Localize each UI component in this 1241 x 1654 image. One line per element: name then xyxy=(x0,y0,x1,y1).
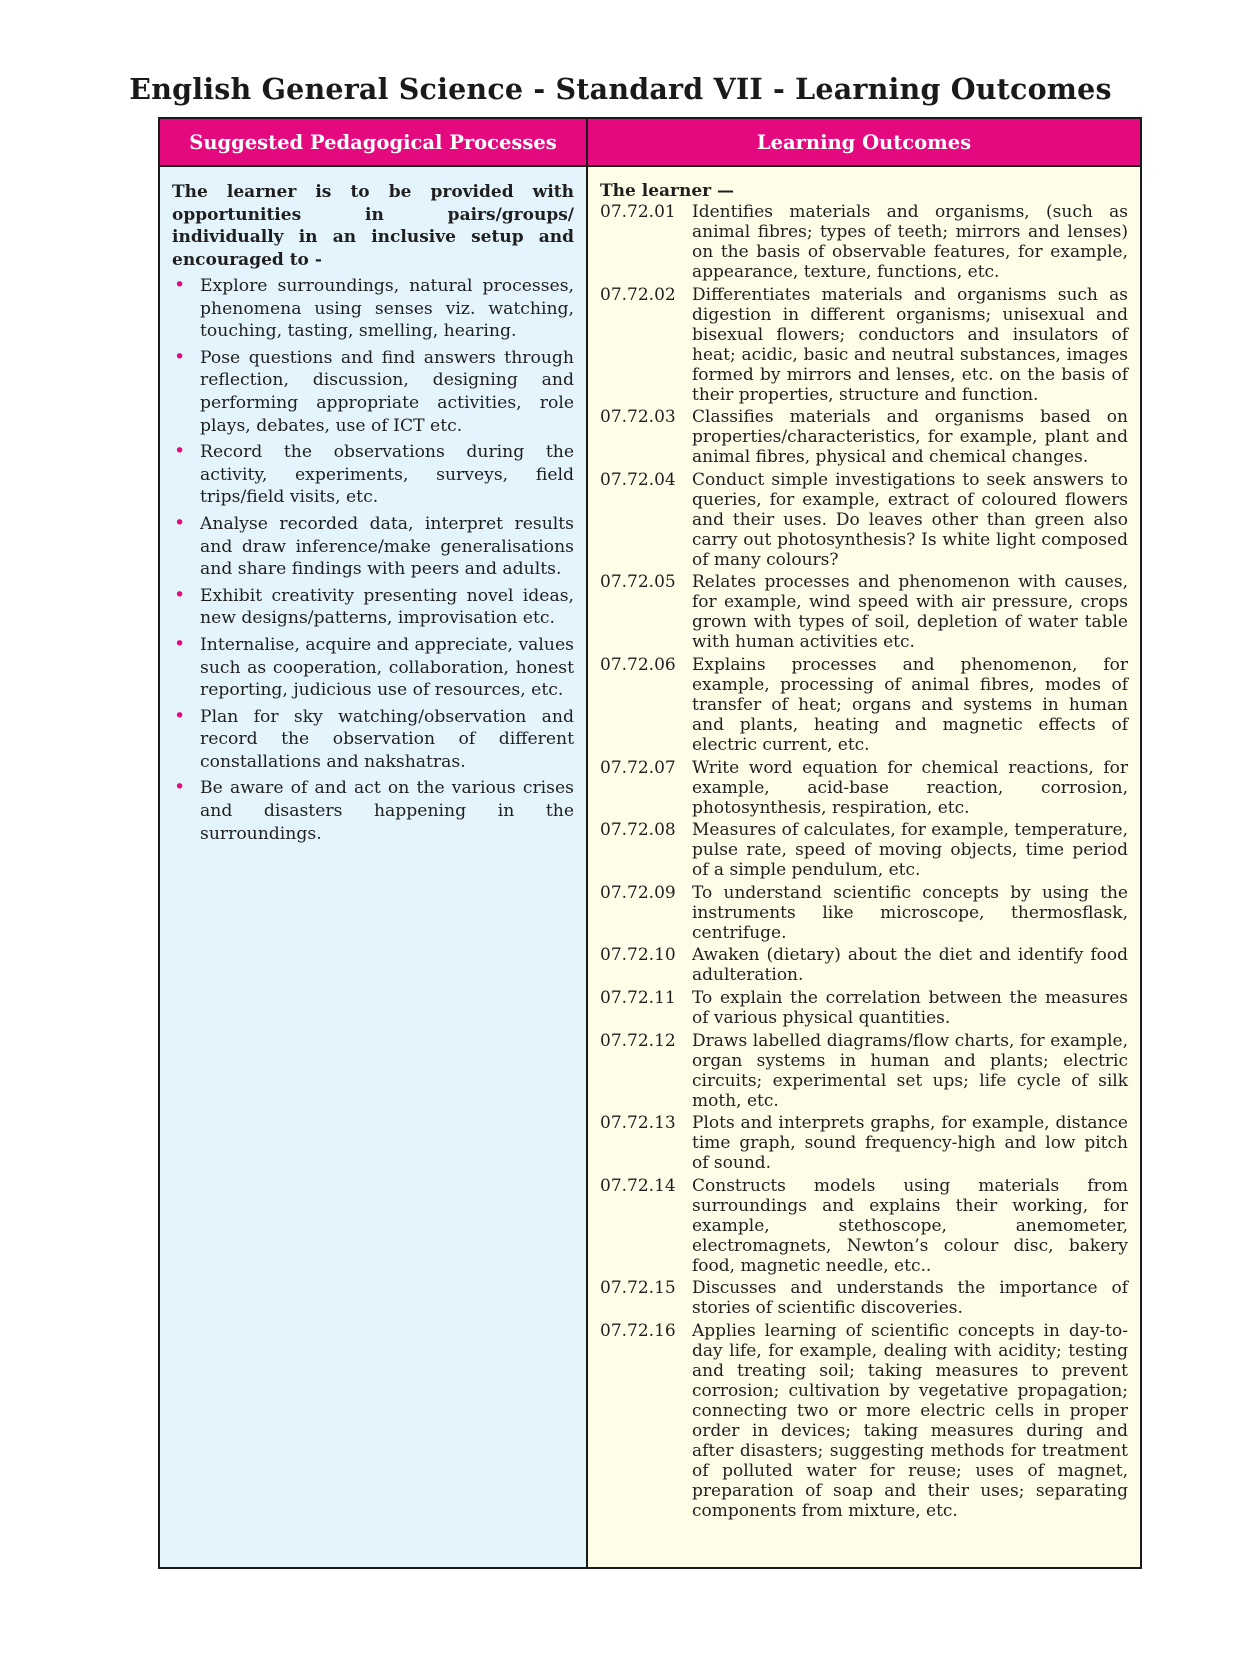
outcome-row xyxy=(600,945,1128,985)
list-item-text: Record the observations during the activity, experiments, surveys, field trips/field visits, etc. xyxy=(200,442,574,508)
outcome-text: Discusses and understands the importance of stories of scientific discoveries. xyxy=(692,1278,1128,1319)
bullet-icon: • xyxy=(174,345,186,368)
pedagogical-intro: The learner is to be provided with opportunities in pairs/groups/ individually in an inclusive setup and encouraged to - xyxy=(172,182,574,270)
outcome-text: To understand scientific concepts by using the instruments like microscope, thermosflask, centrifuge. xyxy=(692,882,1128,943)
list-item-text: Explore surroundings, natural processes, phenomena using senses viz. watching, touching, tasting, smelling, hearing. xyxy=(200,276,574,342)
list-item-text: Exhibit creativity presenting novel ideas, new designs/patterns, improvisation etc. xyxy=(200,585,574,629)
list-item-text: Analyse recorded data, interpret results and draw inference/make generalisations and share findings with peers and adults. xyxy=(200,513,574,580)
outcome-code: 07.72.06 xyxy=(600,654,676,675)
outcome-row xyxy=(600,820,1128,880)
list-item xyxy=(172,585,574,630)
list-item xyxy=(172,347,574,437)
outcome-code: 07.72.16 xyxy=(600,1320,676,1341)
outcome-row xyxy=(600,1278,1128,1318)
outcome-text: Awaken (dietary) about the diet and identify food adulteration. xyxy=(692,945,1128,986)
outcome-code: 07.72.04 xyxy=(600,469,676,490)
outcomes-body xyxy=(588,167,1140,1521)
outcome-row xyxy=(600,470,1128,570)
outcome-text: Differentiates materials and organisms such as digestion in different organisms; unisexual and bisexual flowers; conductors and insulators of heat; acidic, basic and neutral substances, images formed by mirrors and lenses, etc. on the basis of their properties, structure and function. xyxy=(692,284,1128,405)
list-item xyxy=(172,275,574,343)
bullet-icon: • xyxy=(174,274,186,296)
list-item xyxy=(172,777,574,845)
outcome-code: 07.72.11 xyxy=(600,987,676,1008)
bullet-icon: • xyxy=(174,776,186,799)
pedagogical-column xyxy=(160,119,588,1567)
outcomes-header: Learning Outcomes xyxy=(588,119,1140,167)
outcome-row xyxy=(600,202,1128,282)
outcome-row xyxy=(600,883,1128,943)
list-item xyxy=(172,706,574,774)
outcome-row xyxy=(600,1113,1128,1173)
outcome-text: Measures of calculates, for example, temperature, pulse rate, speed of moving objects, time period of a simple pendulum, etc. xyxy=(692,820,1128,881)
bullet-icon: • xyxy=(174,704,186,727)
outcome-row xyxy=(600,1031,1128,1111)
outcome-text: Plots and interprets graphs, for example, distance time graph, sound frequency-high and low pitch of sound. xyxy=(692,1113,1128,1174)
pedagogical-list xyxy=(172,275,574,845)
outcome-code: 07.72.09 xyxy=(600,882,676,903)
outcome-text: Write word equation for chemical reactions, for example, acid-base reaction, corrosion, photosynthesis, respiration, etc. xyxy=(692,757,1128,818)
bullet-icon: • xyxy=(174,632,186,655)
pedagogical-header: Suggested Pedagogical Processes xyxy=(160,119,586,167)
bullet-icon: • xyxy=(174,511,186,534)
list-item-text: Internalise, acquire and appreciate, values such as cooperation, collaboration, honest reporting, judicious use of resources, etc. xyxy=(200,634,574,701)
outcome-code: 07.72.07 xyxy=(600,757,676,778)
outcome-code: 07.72.12 xyxy=(600,1030,676,1051)
list-item-text: Pose questions and find answers through reflection, discussion, designing and performing appropriate activities, role plays, debates, use of ICT etc. xyxy=(200,347,574,436)
outcome-code: 07.72.01 xyxy=(600,202,676,222)
list-item-text: Be aware of and act on the various crises and disasters happening in the surroundings. xyxy=(200,778,574,844)
list-item xyxy=(172,634,574,702)
outcome-text: Conduct simple investigations to seek answers to queries, for example, extract of coloured flowers and their uses. Do leaves other than green also carry out photosynthesis? Is white light composed of many colours? xyxy=(692,469,1128,570)
outcome-row xyxy=(600,1176,1128,1276)
outcome-row xyxy=(600,572,1128,652)
outcome-row xyxy=(600,285,1128,405)
outcome-row xyxy=(600,988,1128,1028)
outcome-code: 07.72.14 xyxy=(600,1175,676,1196)
outcome-code: 07.72.05 xyxy=(600,572,676,593)
outcome-row xyxy=(600,1321,1128,1521)
outcome-code: 07.72.03 xyxy=(600,407,676,428)
outcome-row xyxy=(600,758,1128,818)
list-item xyxy=(172,513,574,581)
list-item-text: Plan for sky watching/observation and record the observation of different constallations and nakshatras. xyxy=(200,706,574,772)
outcome-code: 07.72.13 xyxy=(600,1113,676,1134)
outcome-text: Relates processes and phenomenon with causes, for example, wind speed with air pressure, crops grown with types of soil, depletion of water table with human activities etc. xyxy=(692,572,1128,653)
bullet-icon: • xyxy=(174,440,186,463)
list-item xyxy=(172,441,574,509)
outcome-text: Classifies materials and organisms based on properties/characteristics, for example, plant and animal fibres, physical and chemical changes. xyxy=(692,407,1128,468)
bullet-icon: • xyxy=(174,583,186,606)
outcome-text: Explains processes and phenomenon, for example, processing of animal fibres, modes of transfer of heat; organs and systems in human and plants, heating and magnetic effects of electric current, etc. xyxy=(692,654,1128,755)
outcome-text: To explain the correlation between the measures of various physical quantities. xyxy=(692,987,1128,1028)
outcomes-column xyxy=(588,119,1140,1567)
outcomes-table xyxy=(158,117,1142,1569)
outcome-row xyxy=(600,655,1128,755)
outcome-code: 07.72.08 xyxy=(600,820,676,841)
outcome-code: 07.72.15 xyxy=(600,1278,676,1299)
outcome-text: Identifies materials and organisms, (such as animal fibres; types of teeth; mirrors and lenses) on the basis of observable features, for example, appearance, texture, functions, etc. xyxy=(692,202,1128,282)
outcome-text: Constructs models using materials from surroundings and explains their working, for example, stethoscope, anemometer, electromagnets, Newton’s colour disc, bakery food, magnetic needle, etc.. xyxy=(692,1175,1128,1276)
page-title: English General Science - Standard VII - Learning Outcomes xyxy=(129,72,1112,106)
outcome-text: Draws labelled diagrams/flow charts, for example, organ systems in human and plants; electric circuits; experimental set ups; life cycle of silk moth, etc. xyxy=(692,1030,1128,1111)
outcome-code: 07.72.02 xyxy=(600,284,676,305)
outcome-code: 07.72.10 xyxy=(600,945,676,966)
outcome-row xyxy=(600,407,1128,467)
outcome-text: Applies learning of scientific concepts in day-to-day life, for example, dealing with acidity; testing and treating soil; taking measures to prevent corrosion; cultivation by vegetative propagation; connecting two or more electric cells in proper order in devices; taking measures during and after disasters; suggesting methods for treatment of polluted water for reuse; uses of magnet, preparation of soap and their uses; separating components from mixture, etc. xyxy=(692,1320,1128,1521)
pedagogical-body xyxy=(160,167,586,845)
outcomes-intro: The learner — xyxy=(600,181,735,201)
